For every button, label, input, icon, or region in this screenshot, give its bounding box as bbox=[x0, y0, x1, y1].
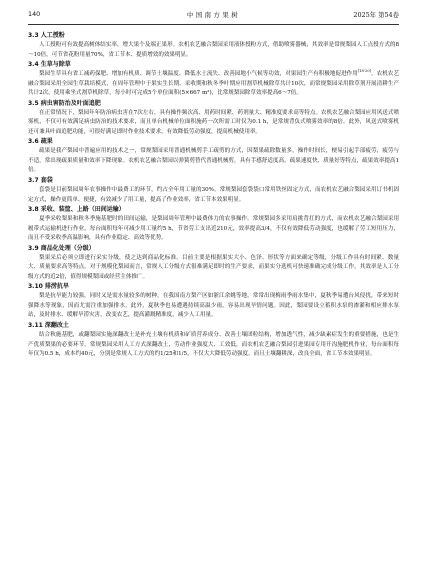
section-heading: 3.5 病虫害防治及叶面追肥 bbox=[28, 99, 101, 107]
section-heading: 3.11 深翻改土 bbox=[28, 322, 69, 330]
section-heading: 3.7 套袋 bbox=[28, 177, 53, 185]
paragraph: 人工授粉可有效提高树体结实率，增大果个及端正果形。农机农艺融合梨园采用液体授粉方式，借助喷雾器械，其效率是常规梨园人工点授方式的8～10倍，可节省花粉用量70%，省工节本、提质增效的效果明显。 bbox=[28, 42, 399, 58]
section-heading: 3.6 疏果 bbox=[28, 138, 53, 146]
paragraph: 夏季采收梨果和秋冬季施基肥时的田间运输，是梨园周年管理中最费体力的农事操作。常规梨园多采用肩挑背扛的方式，而农机农艺融合梨园采用履带式运输机进行作业，每台面积每年可减少用工量约5 h，节省劳工支出近210元，效率提高3/4，不仅有效降低劳动强度，也缓解了劳工短用压力，而且不受采收季高温影响，具有作业稳定、高效等优势。 bbox=[28, 216, 399, 242]
paragraph: 套袋是目前梨园周年农事操作中最费工的环节，约占全年用工量的30%。常规梨园套袋袋口常用铁丝固定方式，而农机农艺融合梨园采用订书机固定方式，操作更简单、便捷，有效减少了用工量，提高了作业效率，省工节本效果明显。 bbox=[28, 187, 399, 203]
paragraph-text: 。农机农艺融合梨园采用全园生草栽培模式，在周年管理中于果实生长期、采收期和秋冬季叶期应用割草机械除草共计10次，而常规梨园采用除草剂开展清耕生产共计2次，使用乘坐式割草机除草，每小时可完成5个单位面积(5×667 m²)，比常规梨园除草效率提高6～7倍。 bbox=[28, 71, 400, 97]
paragraph: 梨果采后必须立即进行采实分级，使之达到商品化标准。目前主要是根据果实大小、色泽、形状等方面来确定等级，分级工作具有时间紧、数量大、质量要求高等特点。对于规模化梨园而言，常规人工分级方式很难满足即时的生产要求，而果实分选机可快速准确完成分级工作，其效率是人工分级方式的近2倍，值得规模梨园或经营主体推广。 bbox=[28, 254, 399, 280]
section-heading: 3.9 商品化处理（分级） bbox=[28, 244, 95, 252]
page-number: 140 bbox=[28, 10, 41, 18]
paragraph: 在正常情况下，梨园年年防治病虫害在7次左右，具有操作频次高、用药时间紧、药剂量大、精准度要求高等特点。农机农艺融合梨园应用风送式喷雾机，不仅可有效满足病虫防治的技术要求，而且单台机械单位面积施药一次所需工时仅为0.1 h，是常规背负式喷雾效率的8倍。此外，风送式喷雾机还可兼具叶面追肥功能，可很好满足即时作业技术要求，有效降低劳动强度，提高机械使用率。 bbox=[28, 109, 399, 135]
journal-name: 中国南方果树 bbox=[186, 11, 241, 19]
paragraph: 梨是抗旱能力较强，同时又是需水量较多的树种。在我国南方梨产区如浙江余姚等地，常常出现梅雨季雨水集中，夏秋季易遭台风侵扰，带来短时强降水等现象，因而尤需注重加强排水。此外，夏秋季也易遭遇持续高温少雨，容易出现旱情问题。因此，梨园要设立蓄积水泵的渗灌和相应排水泵站，及时排水、缓解旱涝灾害，改变农艺，提高灌溉精准度，减少人工用量。 bbox=[28, 293, 399, 319]
section-heading: 3.4 生草与除草 bbox=[28, 61, 71, 69]
paragraph-text: 梨园生草具有省工减药保肥、增加有机质、调节土壤温度、降低水土流失、改善园地小气候等功效，对果园生产有积极地促进作用 bbox=[39, 71, 358, 78]
page-header bbox=[28, 0, 399, 25]
section-heading: 3.8 采收、装筐、上路（田间运输） bbox=[28, 206, 125, 214]
article-body bbox=[28, 31, 399, 360]
issue-info: 2025年 第54卷 bbox=[353, 11, 399, 19]
paragraph: 结合秋施基肥，或翻梨园实施深翻改土是补充土壤有机质和矿质营养成分、改善土壤团粒结构，增加透气性，减少缺素症发生的重要措施，也是生产优质梨果的必要环节。常规梨园采用人工方式深翻改土，劳动作业强度大、工效低，而农机农艺融合梨园引进果园专用开沟施肥机作业，每台面积每年仅为0.5 h，成本约40元，分别是常规人工方式的约1/25和1/5，不仅大大降低劳动强度，而且土壤翻耕深，改良全面，省工节本效果明显。 bbox=[28, 332, 399, 358]
section-heading: 3.10 排涝抗旱 bbox=[28, 283, 69, 291]
paragraph: 疏果是我产梨园中普遍应用的技术之一，常规梨园采用普通机械剪手工疏剪的方式，因梨果疏除数量多，操作时间长，梗易引起手部疲劳，疲劳与不适，常出现疏果质量和效率下降现象。农机农艺融合梨园以弹簧剪替代普通机械剪，具有手感舒适度高，疏果速度快、质量好等特点，疏果效率提高1倍。 bbox=[28, 148, 399, 174]
citation-superscript: [18-20] bbox=[357, 69, 372, 74]
paragraph bbox=[28, 70, 399, 99]
section-heading: 3.3 人工授粉 bbox=[28, 32, 65, 39]
